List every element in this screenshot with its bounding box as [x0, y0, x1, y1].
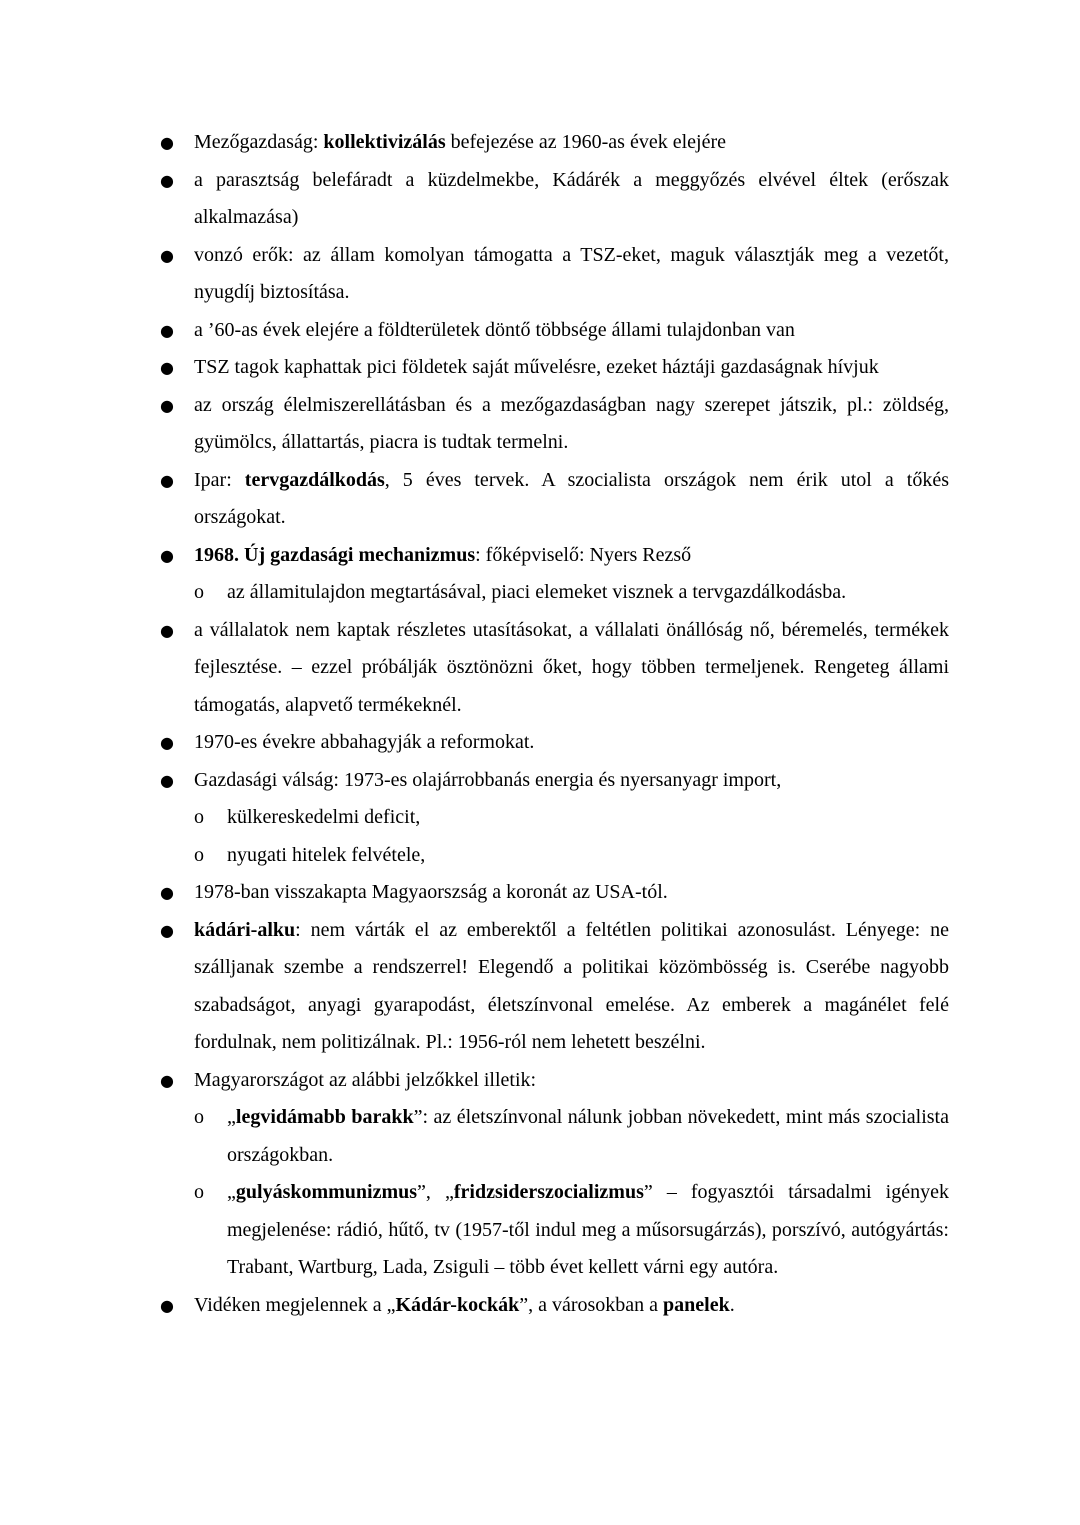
list-item — [0, 462, 1080, 537]
text-run: Magyarországot az alábbi jelzőkkel illetik: — [194, 1068, 537, 1091]
text-run: vonzó erők: az állam komolyan támogatta a TSZ-eket, maguk választják meg a vezetőt, nyugdíj biztosítása. — [194, 243, 949, 303]
bold-term: fridzsiderszocializmus — [453, 1181, 644, 1203]
list-item — [0, 1062, 1080, 1100]
item-text — [194, 544, 691, 566]
item-text — [194, 131, 726, 153]
list-item — [0, 312, 1080, 350]
bullet-marker: ● — [160, 133, 174, 152]
sub-bullet-marker: o — [194, 581, 204, 603]
item-text — [194, 356, 879, 378]
item-text — [227, 581, 846, 603]
list-item — [0, 762, 1080, 800]
bullet-marker: ● — [160, 620, 174, 640]
text-run: külkereskedelmi deficit, — [227, 806, 421, 828]
text-run: az ország élelmiszerellátásban és a mezőgazdaságban nagy szerepet játszik, pl.: zöldség, gyümölcs, állattartás, piacra is tudtak termelni. — [194, 393, 949, 453]
text-run: Mezőgazdaság: — [194, 131, 324, 153]
text-run: Ipar: — [194, 468, 245, 491]
text-run: TSZ tagok kaphattak pici földetek saját művelésre, ezeket háztáji gazdaságnak hívjuk — [194, 356, 879, 378]
bold-term: panelek — [663, 1293, 730, 1316]
list-item — [0, 124, 1080, 162]
bullet-list — [0, 124, 1080, 1324]
item-text — [194, 769, 781, 791]
text-run: ”: az életszínvonal nálunk jobban növekedett, mint más szocialista országokban. — [227, 1106, 949, 1166]
text-run: . — [729, 1293, 735, 1316]
bold-term: gulyáskommunizmus — [235, 1181, 418, 1203]
bullet-marker: ● — [160, 1070, 174, 1090]
text-run: befejezése az 1960-as évek elejére — [445, 131, 726, 153]
text-run: „ — [227, 1181, 236, 1203]
bullet-marker: ● — [160, 733, 174, 752]
text-run: a ’60-as évek elejére a földterületek döntő többsége állami tulajdonban van — [194, 318, 795, 341]
bullet-marker: ● — [160, 770, 174, 790]
item-text — [194, 319, 795, 341]
text-run: , 5 éves tervek. A szocialista országok nem érik utol a tőkés országokat. — [194, 468, 949, 528]
bullet-marker: ● — [160, 320, 174, 340]
sub-list-item — [0, 1099, 1080, 1174]
text-run: a vállalatok nem kaptak részletes utasításokat, a vállalati önállóság nő, béremelés, termékek fejlesztése. – ezzel próbálják ösztönözni őket, hogy többen termeljenek. Rengeteg állami támogatás, alapvető termékeknél. — [194, 618, 949, 716]
text-run: „ — [227, 1106, 236, 1128]
bold-term: tervgazdálkodás — [244, 468, 385, 491]
sub-bullet-marker: o — [194, 843, 204, 866]
text-run: 1970-es évekre abbahagyják a reformokat. — [194, 731, 535, 753]
text-run: 1978-ban visszakapta Magyaorszság a koronát az USA-tól. — [194, 881, 668, 903]
bullet-marker: ● — [160, 245, 174, 265]
list-item — [0, 237, 1080, 312]
bold-term: 1968. Új gazdasági mechanizmus — [194, 543, 476, 566]
text-run: Gazdasági válság: 1973-es olajárrobbanás energia és nyersanyagr import, — [194, 768, 782, 791]
bullet-marker: ● — [160, 170, 174, 190]
item-text — [194, 919, 949, 1054]
list-item — [0, 1287, 1080, 1325]
sub-list-item — [0, 799, 1080, 837]
list-item — [0, 162, 1080, 237]
bullet-marker: ● — [160, 470, 174, 490]
bullet-marker: ● — [160, 883, 174, 902]
text-run: ” – fogyasztói társadalmi igények megjelenése: rádió, hűtő, tv (1957-től indul meg a műsorsugárzás), porszívó, autógyártás: Trabant, Wartburg, Lada, Zsiguli – több évet kellett várni egy autóra. — [227, 1181, 949, 1278]
item-text — [227, 1106, 949, 1166]
text-run: : nem várták el az emberektől a feltétlen politikai azonosulást. Lényege: ne szálljanak szembe a rendszerrel! Elegendő a politikai közömbösség is. Cserébe nagyobb szabadságot, anyagi gyarapodást, életszínvonal emelése. Az emberek a magánélet felé fordulnak, nem politizálnak. Pl.: 1956-ról nem lehetett beszélni. — [194, 918, 949, 1053]
item-text — [227, 806, 420, 828]
item-text — [227, 1181, 949, 1278]
item-text — [194, 731, 534, 753]
list-item — [0, 724, 1080, 762]
list-item — [0, 612, 1080, 725]
item-text — [194, 1069, 536, 1091]
bold-term: kádári-alku — [194, 918, 296, 941]
list-item — [0, 387, 1080, 462]
item-text — [194, 469, 949, 529]
text-run: Vidéken megjelennek a „ — [194, 1293, 396, 1316]
item-text — [194, 244, 949, 304]
text-run: : főképviselő: Nyers Rezső — [475, 543, 692, 566]
bullet-marker: ● — [160, 545, 174, 565]
bullet-marker: ● — [160, 920, 174, 940]
sub-bullet-marker: o — [194, 1106, 204, 1128]
sub-bullet-marker: o — [194, 806, 204, 828]
item-text — [194, 169, 949, 229]
item-text — [227, 844, 425, 866]
item-text — [194, 881, 668, 903]
text-run: ”, a városokban a — [519, 1293, 664, 1316]
bold-term: kollektivizálás — [323, 131, 446, 153]
sub-list-item — [0, 837, 1080, 875]
bullet-marker: ● — [160, 1295, 174, 1315]
list-item — [0, 349, 1080, 387]
bold-term: legvidámabb barakk — [235, 1106, 414, 1128]
sub-list-item — [0, 1174, 1080, 1287]
item-text — [194, 394, 949, 454]
text-run: a parasztság belefáradt a küzdelmekbe, Kádárék a meggyőzés elvével éltek (erőszak alkalmazása) — [194, 168, 949, 228]
bold-term: Kádár-kockák — [395, 1293, 520, 1316]
list-item — [0, 537, 1080, 575]
item-text — [194, 619, 949, 716]
item-text — [194, 1294, 735, 1316]
text-run: ”, „ — [417, 1181, 454, 1203]
sub-bullet-marker: o — [194, 1181, 204, 1203]
list-item — [0, 912, 1080, 1062]
bullet-marker: ● — [160, 358, 174, 377]
sub-list-item — [0, 574, 1080, 612]
text-run: az államitulajdon megtartásával, piaci elemeket visznek a tervgazdálkodásba. — [227, 581, 847, 603]
bullet-marker: ● — [160, 395, 174, 415]
text-run: nyugati hitelek felvétele, — [227, 843, 426, 866]
list-item — [0, 874, 1080, 912]
